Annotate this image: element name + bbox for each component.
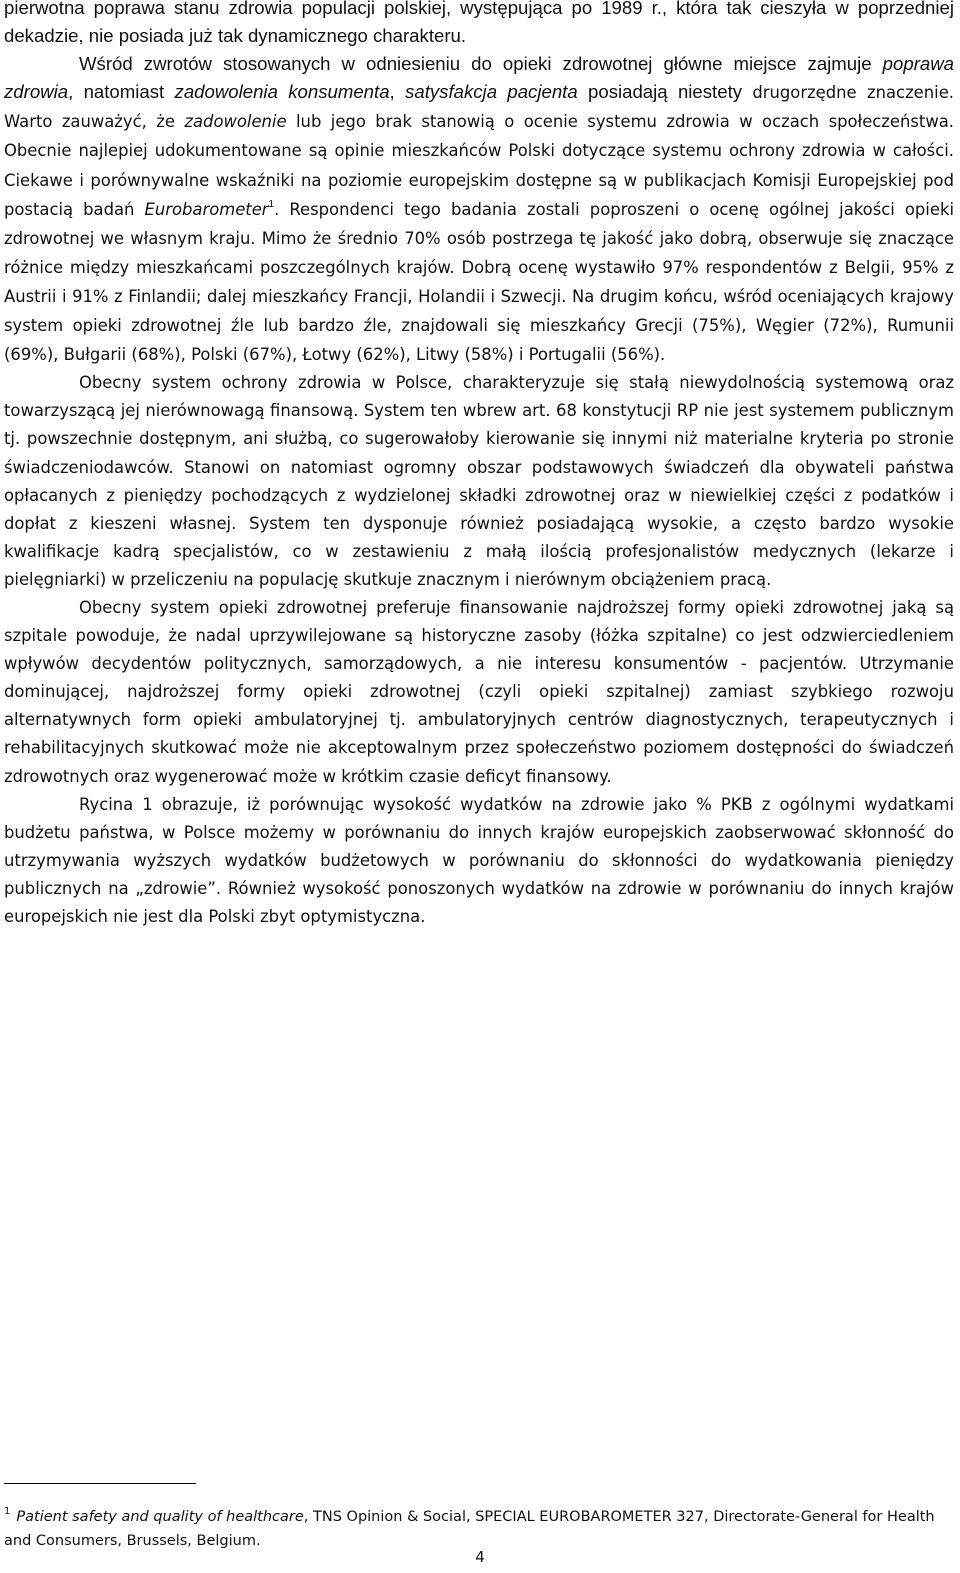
p2-run-8: zadowolenie (184, 112, 287, 132)
page-number: 4 (475, 1548, 485, 1566)
footnote-separator (4, 1483, 196, 1484)
footnote-mark: 1 (4, 1506, 11, 1517)
p2-run-12: . Respondenci tego badania zostali poproszeni o ocenę ogólnej jakości opieki zdrowotnej we własnym kraju. Mimo że średnio 70% osób postrzega tę jakość jako dobrą, obserwuje się znaczące różnice między mieszkańcami poszczególnych krajów. Dobrą ocenę wystawiło 97% respondentów z Belgii, 95% z Austrii i 91% z Finlandii; dalej mieszkańcy Francji, Holandii i Szwecji. Na drugim końcu, wśród oceniających krajowy system opieki zdrowotnej źle lub bardzo źle, znajdowali się mieszkańcy Grecji (75%), Węgier (72%), Rumunii (69%), Bułgarii (68%), Polski (67%), Łotwy (62%), Litwy (58%) i Portugalii (56%). (4, 199, 954, 365)
p2-run-7: drugorzędne znaczenie. Warto zauważyć, że (4, 83, 954, 132)
paragraph-3 (4, 369, 954, 594)
paragraph-4 (4, 594, 954, 791)
p2-run-5: satysfakcja pacjenta (405, 81, 578, 103)
footnote-source: , TNS Opinion & Social, SPECIAL EUROBAROMETER 327, Directorate-General for Health and Consumers, Brussels, Belgium. (4, 1509, 935, 1549)
p3-text: Obecny system ochrony zdrowia w Polsce, charakteryzuje się stałą niewydolnością systemową oraz towarzyszącą jej nierównowagą finansową. System ten wbrew art. 68 konstytucji RP nie jest systemem publicznym tj. powszechnie dostępnym, ani służbą, co sugerowałoby kierowanie się innymi niż materialne kryteria po stronie świadczeniodawców. Stanowi on natomiast ogromny obszar podstawowych świadczeń dla obywateli państwa opłacanych z pieniędzy pochodzących z wydzielonej składki zdrowotnej oraz w niewielkiej części z podatków i dopłat z kieszeni własnej. System ten dysponuje również posiadającą wysokie, a często bardzo wysokie kwalifikacje kadrą specjalistów, co w zestawieniu z małą ilością profesjonalistów medycznych (lekarze i pielęgniarki) w przeliczeniu na populację skutkuje znacznym i nierównym obciążeniem pracą. (4, 373, 954, 589)
paragraph-2 (4, 50, 954, 369)
p2-run-3: zadowolenia konsumenta (174, 81, 390, 103)
footnote-title: Patient safety and quality of healthcare (16, 1509, 304, 1525)
p2-run-6: posiadają niestety (577, 81, 753, 103)
p1-text: pierwotna poprawa stanu zdrowia populacji polskiej, występująca po 1989 r., która tak cieszyła w poprzedniej dekadzie, nie posiada już tak dynamicznego charakteru. (4, 0, 954, 47)
footnote (4, 1500, 954, 1553)
p2-run-1: poprawa zdrowia (4, 53, 954, 103)
paragraph-1 (4, 0, 954, 50)
p2-run-9: lub jego brak stanowią o ocenie systemu zdrowia w oczach społeczeństwa. Obecnie najlepiej udokumentowane są opinie mieszkańców Polski dotyczące systemu ochrony zdrowia w całości. Ciekawe i porównywalne wskaźniki na poziomie europejskim dostępne są w publikacjach Komisji Europejskiej pod postacią badań (4, 112, 954, 219)
paragraph-5 (4, 791, 954, 931)
p2-run-4: , (389, 81, 406, 103)
footnote-reference[interactable]: 1 (268, 198, 275, 210)
p4-text: Obecny system opieki zdrowotnej preferuje finansowanie najdroższej formy opieki zdrowotnej jaką są szpitale powoduje, że nadal uprzywilejowane są historyczne zasoby (łóżka szpitalne) co jest odzwierciedleniem wpływów decydentów politycznych, samorządowych, a nie interesu konsumentów - pacjentów. Utrzymanie dominującej, najdroższej formy opieki zdrowotnej (czyli opieki szpitalnej) zamiast szybkiego rozwoju alternatywnych form opieki ambulatoryjnej tj. ambulatoryjnych centrów diagnostycznych, terapeutycznych i rehabilitacyjnych skutkować może nie akceptowalnym przez społeczeństwo poziomem dostępności do świadczeń zdrowotnych oraz wygenerować może w krótkim czasie deficyt finansowy. (4, 597, 954, 786)
p2-run-0: Wśród zwrotów stosowanych w odniesieniu do opieki zdrowotnej główne miejsce zajmuje (79, 53, 883, 75)
document-body (4, 0, 954, 931)
p2-run-10: Eurobarometer (144, 199, 269, 219)
p2-run-2: , natomiast (68, 81, 175, 103)
p5-text: Rycina 1 obrazuje, iż porównując wysokość wydatków na zdrowie jako % PKB z ogólnymi wydatkami budżetu państwa, w Polsce możemy w porównaniu do innych krajów europejskich zaobserwować skłonność do utrzymywania wyższych wydatków budżetowych w porównaniu do skłonności do wydatkowania pieniędzy publicznych na „zdrowie”. Również wysokość ponoszonych wydatków na zdrowie w porównaniu do innych krajów europejskich nie jest dla Polski zbyt optymistyczna. (4, 794, 954, 926)
